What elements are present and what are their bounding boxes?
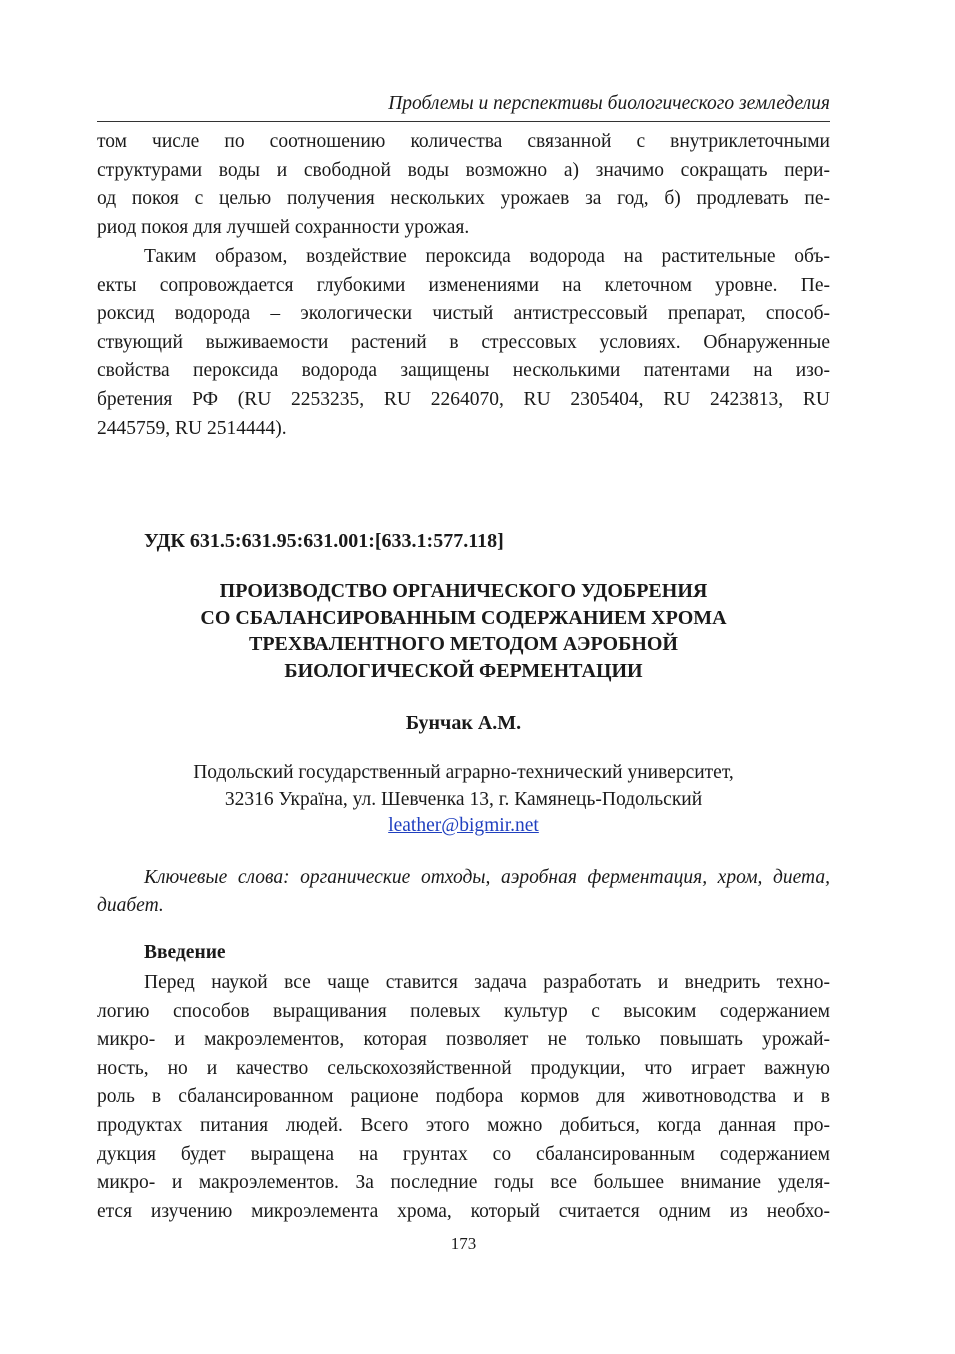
article-title: [97, 578, 830, 684]
header-rule: [97, 121, 830, 122]
text-line: роксид водорода – экологически чистый антистрессовый препарат, способ-: [97, 303, 830, 325]
text-line: екты сопровождается глубокими изменениями на клеточном уровне. Пе-: [97, 274, 830, 296]
affiliation: [97, 760, 830, 840]
text-line: дукция будет выращена на грунтах со сбалансированным содержанием: [97, 1143, 830, 1165]
text-line: структурами воды и свободной воды возможно а) значимо сокращать пери-: [97, 159, 830, 181]
text-line: микро- и макроэлементов, которая позволяет не только повышать урожай-: [97, 1029, 830, 1051]
text-line: Перед наукой все чаще ставится задача разработать и внедрить техно-: [144, 972, 830, 993]
text-line: микро- и макроэлементов. За последние годы все большее внимание уделя-: [97, 1172, 830, 1194]
page-number: 173: [450, 1234, 477, 1253]
affiliation-line: Подольский государственный аграрно-технический университет,: [193, 762, 734, 783]
prev-article-paragraph-2: [97, 243, 830, 443]
text-line: продуктах питания людей. Всего этого можно добиться, когда данная про-: [97, 1114, 830, 1136]
text-line: роль в сбалансированном рационе подбора кормов для животноводства и в: [97, 1086, 830, 1108]
text-line: ется изучению микроэлемента хрома, который считается одним из необхо-: [97, 1200, 830, 1222]
text-line: бретения РФ (RU 2253235, RU 2264070, RU 2305404, RU 2423813, RU: [97, 388, 830, 410]
email-link[interactable]: leather@bigmir.net: [388, 815, 539, 836]
title-line: ТРЕХВАЛЕНТНОГО МЕТОДОМ АЭРОБНОЙ: [248, 633, 678, 655]
prev-article-paragraph-1: [97, 128, 830, 242]
running-header: Проблемы и перспективы биологического земледелия: [388, 93, 830, 114]
title-line: БИОЛОГИЧЕСКОЙ ФЕРМЕНТАЦИИ: [284, 659, 643, 682]
text-line: риод покоя для лучшей сохранности урожая.: [97, 216, 470, 238]
title-line: ПРОИЗВОДСТВО ОРГАНИЧЕСКОГО УДОБРЕНИЯ: [219, 580, 708, 602]
keywords: [97, 864, 830, 920]
text-line: од покоя с целью получения нескольких урожаев за год, б) продлевать пе-: [97, 188, 830, 210]
affiliation-line: 32316 Україна, ул. Шевченка 13, г. Камянець-Подольский: [224, 788, 703, 810]
text-line: ствующий выживаемости растений в стрессовых условиях. Обнаруженные: [97, 331, 830, 353]
text-line: логию способов выращивания полевых культур с высоким содержанием: [97, 1000, 830, 1022]
title-line: СО СБАЛАНСИРОВАННЫМ СОДЕРЖАНИЕМ ХРОМА: [200, 606, 727, 629]
text-line: свойства пероксида водорода защищены несколькими патентами на изо-: [97, 360, 830, 382]
text-line: Таким образом, воздействие пероксида водорода на растительные объ-: [144, 246, 830, 267]
text-line: том числе по соотношению количества связанной с внутриклеточными: [97, 131, 830, 152]
udc-code: УДК 631.5:631.95:631.001:[633.1:577.118]: [144, 530, 504, 552]
author-name: Бунчак А.М.: [405, 712, 522, 734]
intro-paragraph: [97, 969, 830, 1226]
text-line: ность, но и качество сельскохозяйственной продукции, что играет важную: [97, 1057, 830, 1079]
keywords-text: Ключевые слова: органические отходы, аэробная ферментация, хром, диета, диабет.: [97, 867, 830, 916]
section-heading-introduction: Введение: [144, 942, 226, 963]
text-line: 2445759, RU 2514444).: [97, 417, 287, 439]
